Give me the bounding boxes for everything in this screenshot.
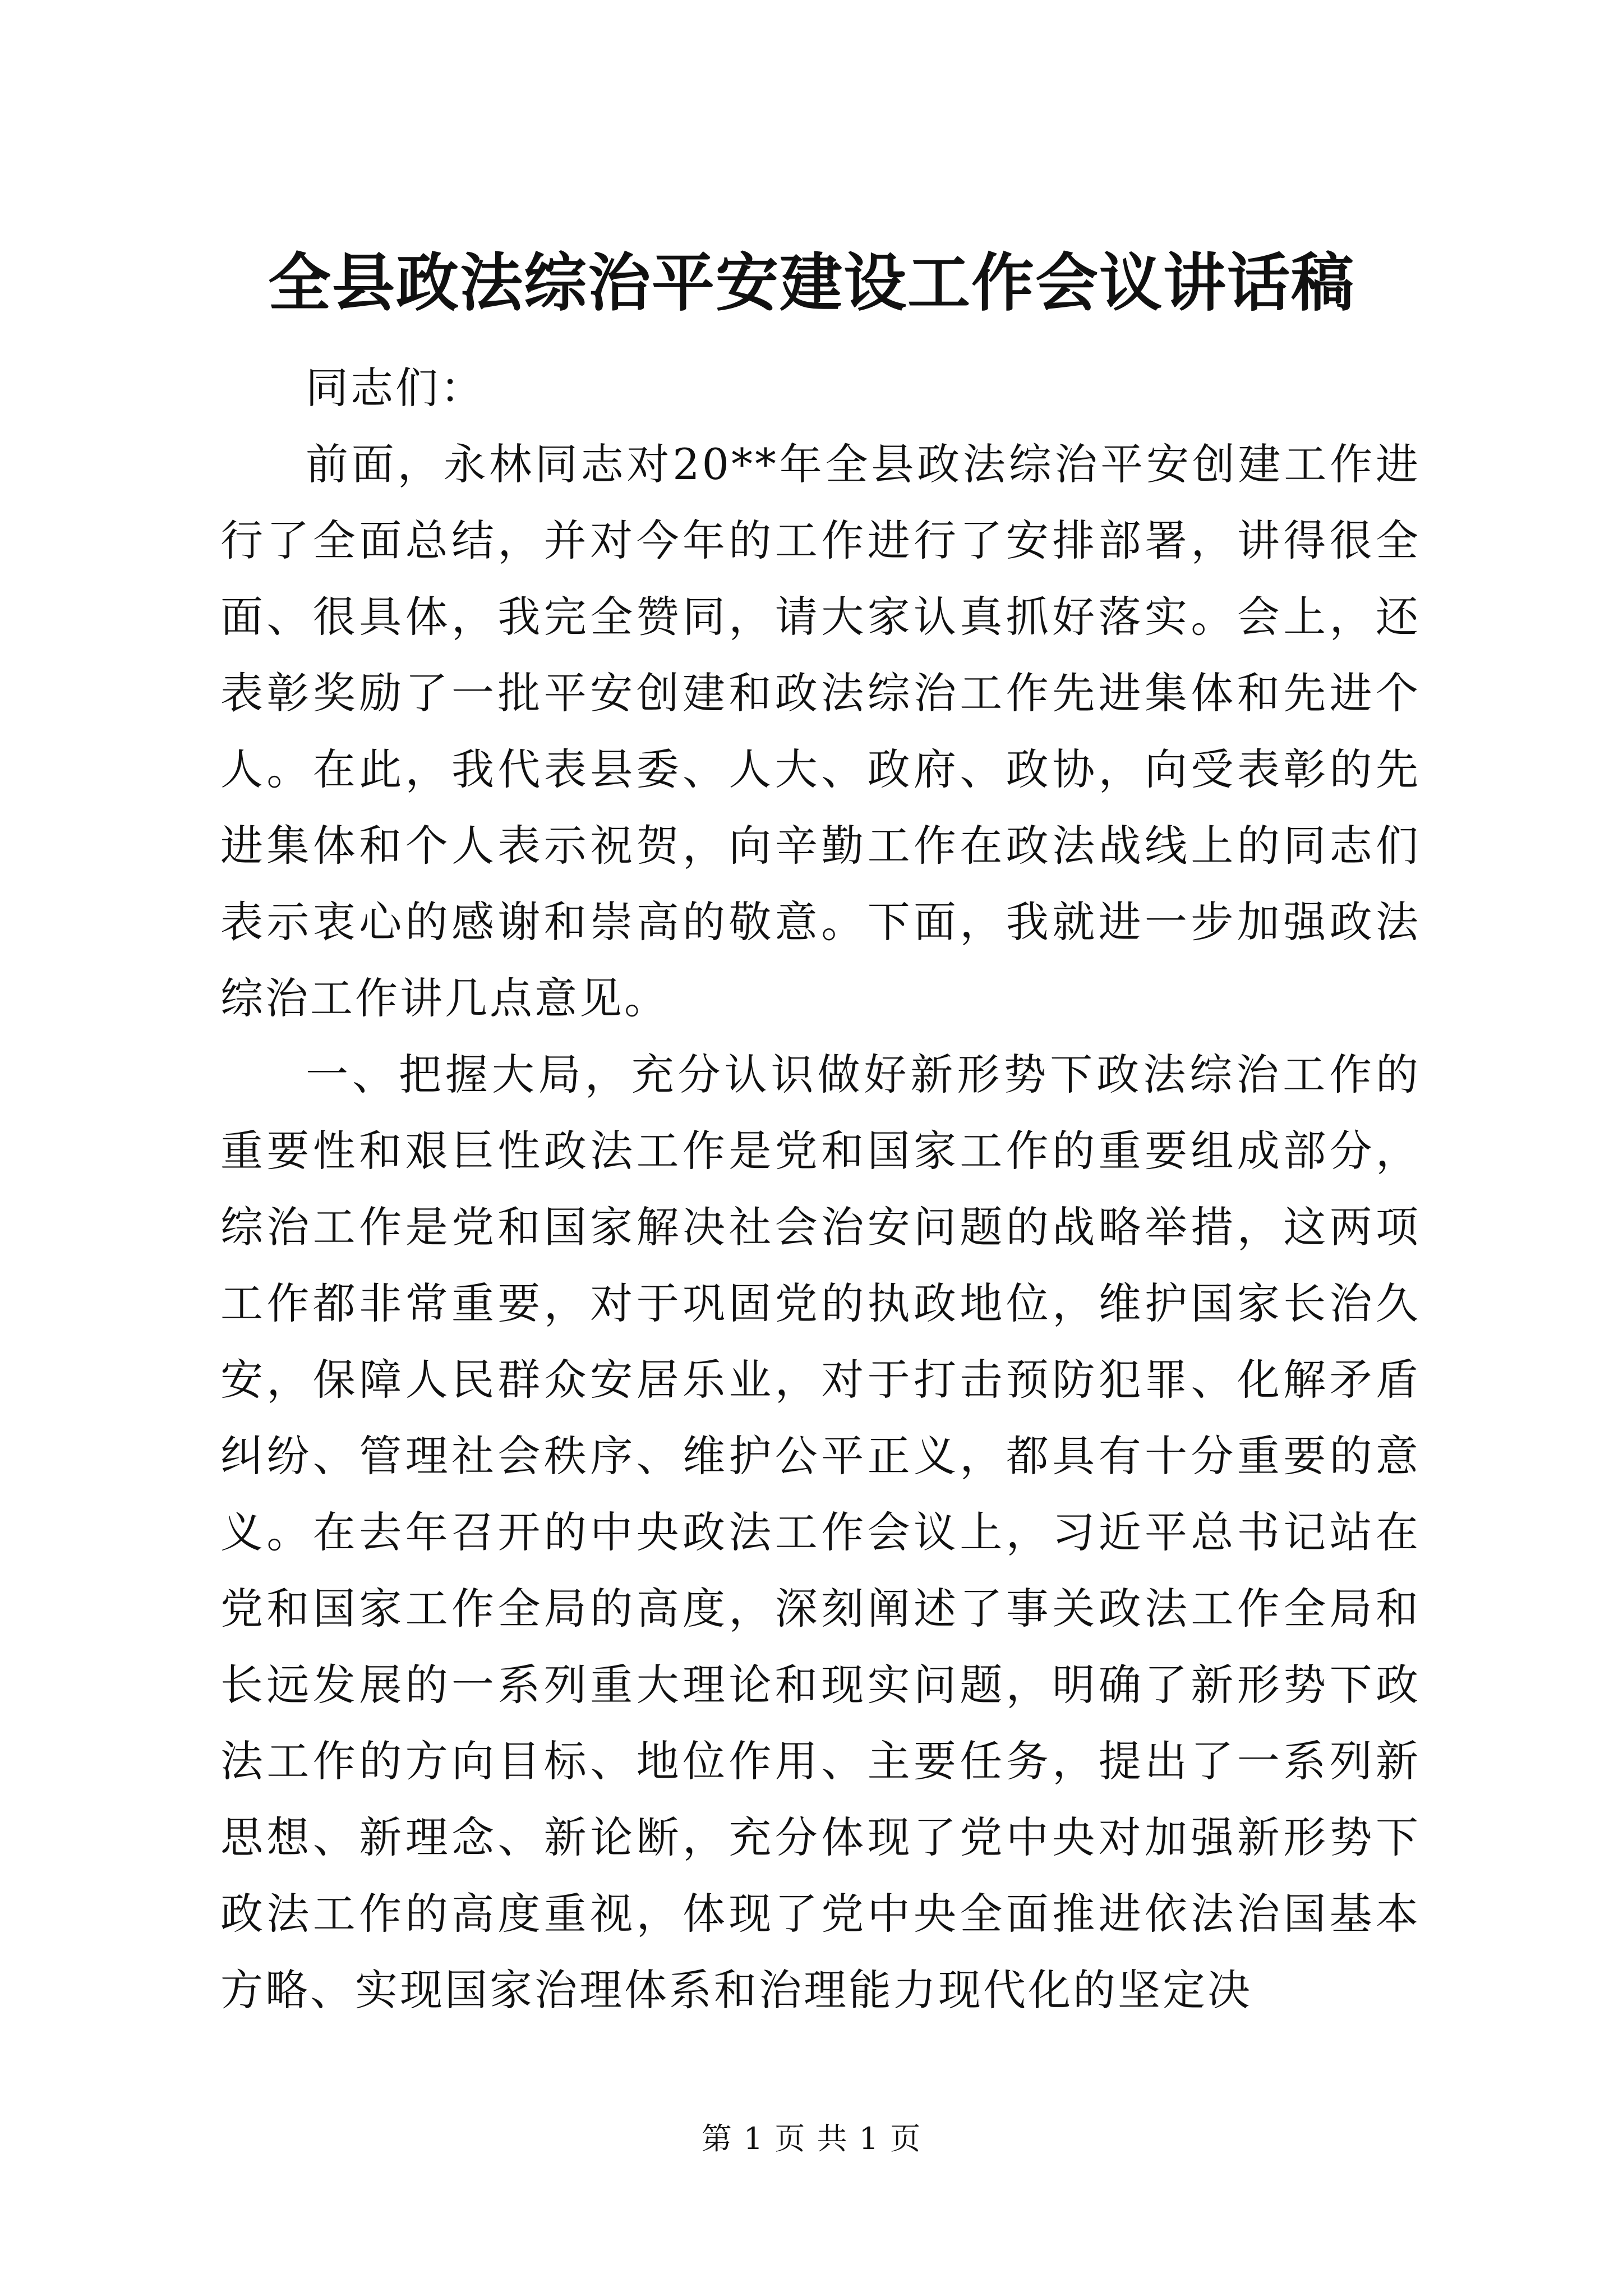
salutation: 同志们：: [306, 363, 485, 413]
paragraph-1: 前面，永林同志对20**年全县政法综治平安创建工作进行了全面总结，并对今年的工作进行了安排部署，讲得很全面、很具体，我完全赞同，请大家认真抓好落实。会上，还表彰奖励了一批平安创建和政法综治工作先进集体和先进个人。在此，我代表县委、人大、政府、政协，向受表彰的先进集体和个人表示祝贺，向辛勤工作在政法战线上的同志们表示衷心的感谢和崇高的敬意。下面，我就进一步加强政法综治工作讲几点意见。: [220, 439, 1421, 1023]
document-body: [220, 350, 1421, 2028]
page-footer: 第 1 页 共 1 页: [701, 2121, 922, 2156]
document-title: 全县政法综治平安建设工作会议讲话稿: [268, 246, 1355, 320]
paragraph-2: 一、把握大局，充分认识做好新形势下政法综治工作的重要性和艰巨性政法工作是党和国家工作的重要组成部分，综治工作是党和国家解决社会治安问题的战略举措，这两项工作都非常重要，对于巩固党的执政地位，维护国家长治久安，保障人民群众安居乐业，对于打击预防犯罪、化解矛盾纠纷、管理社会秩序、维护公平正义，都具有十分重要的意义。在去年召开的中央政法工作会议上，习近平总书记站在党和国家工作全局的高度，深刻阐述了事关政法工作全局和长远发展的一系列重大理论和现实问题，明确了新形势下政法工作的方向目标、地位作用、主要任务，提出了一系列新思想、新理念、新论断，充分体现了党中央对加强新形势下政法工作的高度重视，体现了党中央全面推进依法治国基本方略、实现国家治理体系和治理能力现代化的坚定决: [220, 1050, 1421, 2015]
